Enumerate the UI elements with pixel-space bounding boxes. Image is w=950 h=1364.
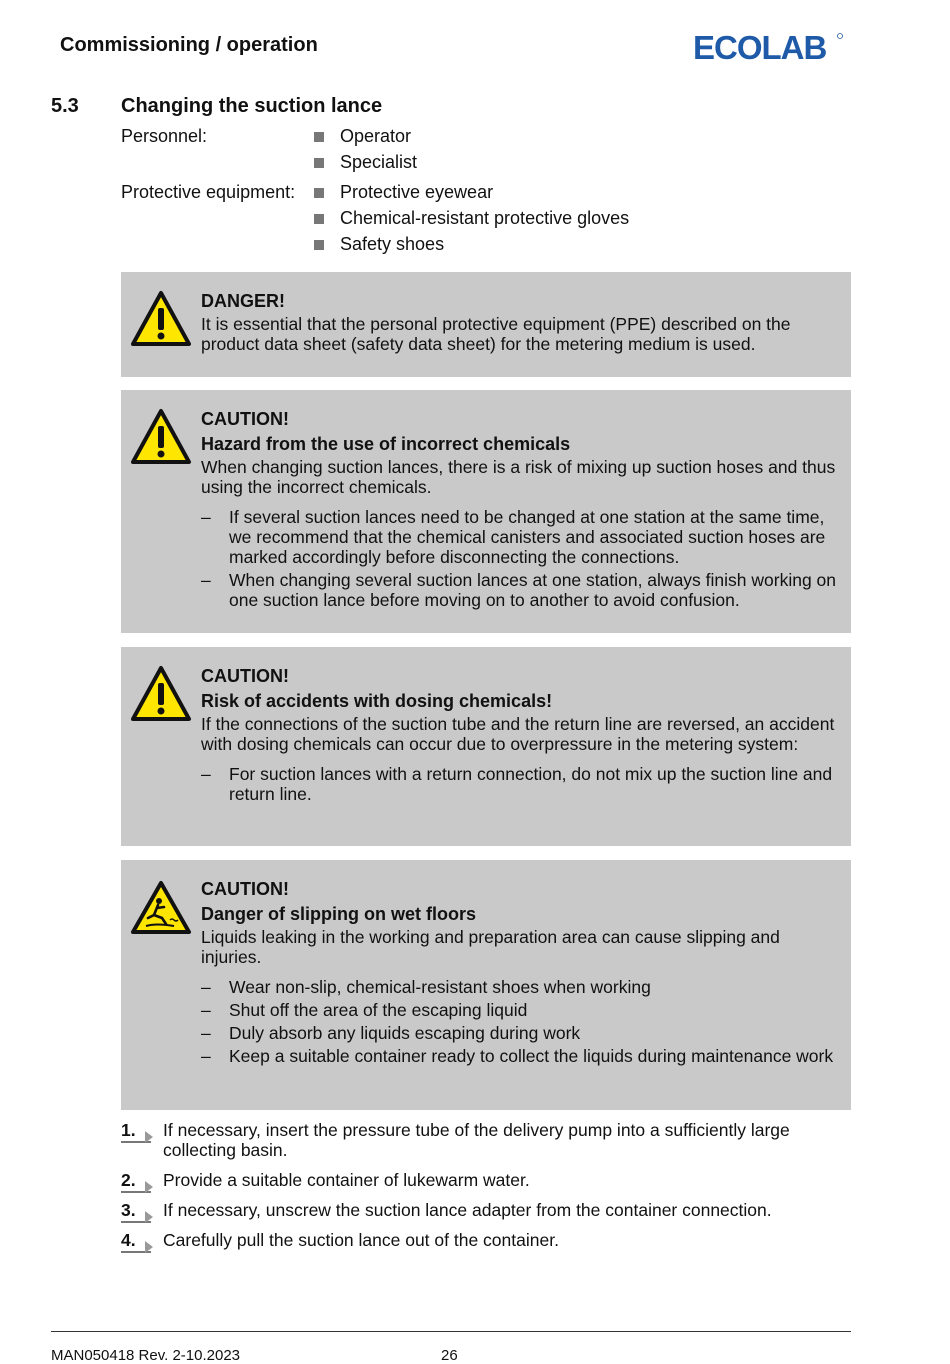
- list-item: – Wear non-slip, chemical-resistant shoes when working: [201, 977, 651, 997]
- caution-subtitle: Risk of accidents with dosing chemicals!: [201, 691, 553, 711]
- caution-subtitle: Danger of slipping on wet floors: [201, 904, 477, 924]
- section-number: 5.3: [51, 95, 79, 117]
- caution-notice-dosing-chemicals: [121, 647, 851, 846]
- list-item: – Keep a suitable container ready to collect the liquids during maintenance work: [201, 1046, 834, 1066]
- step-text: Provide a suitable container of lukewarm water.: [163, 1170, 530, 1190]
- caution-notice-slipping: [121, 860, 851, 1110]
- step-arrow-icon: [145, 1131, 153, 1143]
- caution-subtitle: Hazard from the use of incorrect chemicals: [201, 434, 571, 454]
- square-bullet-icon: [314, 132, 324, 142]
- warning-triangle-icon: [130, 290, 192, 348]
- caution-signal-word: CAUTION!: [201, 409, 289, 429]
- step-number: 3.: [121, 1200, 157, 1220]
- warning-triangle-icon: [130, 665, 192, 723]
- page-header-title: Commissioning / operation: [60, 34, 318, 56]
- footer-page-number: 26: [441, 1347, 458, 1364]
- list-item: – When changing several suction lances at one station, always finish working on one suction lance before moving on to another to avoid confusion.: [201, 570, 837, 610]
- step-item: [121, 1200, 841, 1220]
- procedure-steps: [121, 1120, 841, 1260]
- list-item: – If several suction lances need to be changed at one station at the same time, we recommend that the chemical canisters and associated suction hoses are marked accordingly before disconnecting the connections.: [201, 507, 826, 567]
- footer-divider: [51, 1331, 851, 1332]
- step-arrow-icon: [145, 1241, 153, 1253]
- step-arrow-icon: [145, 1181, 153, 1193]
- step-item: [121, 1120, 841, 1160]
- caution-signal-word: CAUTION!: [201, 666, 289, 686]
- footer-document-id: MAN050418 Rev. 2-10.2023: [51, 1347, 241, 1364]
- danger-notice: [121, 272, 851, 377]
- step-text: If necessary, unscrew the suction lance adapter from the container connection.: [163, 1200, 772, 1220]
- warning-triangle-icon: [130, 408, 192, 466]
- square-bullet-icon: [314, 158, 324, 168]
- caution-text: When changing suction lances, there is a risk of mixing up suction hoses and thus using the incorrect chemicals.: [201, 457, 836, 497]
- danger-signal-word: DANGER!: [201, 291, 285, 311]
- step-item: [121, 1230, 841, 1250]
- list-item: – For suction lances with a return connection, do not mix up the suction line and return line.: [201, 764, 833, 804]
- caution-notice-incorrect-chemicals: [121, 390, 851, 633]
- step-number: 4.: [121, 1230, 157, 1250]
- logo-text: ECOLAB: [693, 29, 827, 64]
- ecolab-logo: [693, 28, 843, 64]
- list-item: – Shut off the area of the escaping liquid: [201, 1000, 528, 1020]
- caution-text: If the connections of the suction tube and the return line are reversed, an accident with dosing chemicals can occur due to overpressure in the metering system:: [201, 714, 835, 754]
- section-title: Changing the suction lance: [121, 95, 383, 117]
- square-bullet-icon: [314, 188, 324, 198]
- step-text: If necessary, insert the pressure tube of the delivery pump into a sufficiently large collecting basin.: [163, 1120, 790, 1160]
- step-number: 2.: [121, 1170, 157, 1190]
- list-item: – Duly absorb any liquids escaping during work: [201, 1023, 581, 1043]
- personnel-label: Personnel:: [121, 126, 208, 146]
- caution-signal-word: CAUTION!: [201, 879, 289, 899]
- square-bullet-icon: [314, 240, 324, 250]
- step-number: 1.: [121, 1120, 157, 1140]
- step-item: [121, 1170, 841, 1190]
- protective-equipment-label: Protective equipment:: [121, 182, 296, 202]
- square-bullet-icon: [314, 214, 324, 224]
- caution-text: Liquids leaking in the working and preparation area can cause slipping and injuries.: [201, 927, 780, 967]
- slippery-floor-icon: [130, 880, 192, 936]
- step-text: Carefully pull the suction lance out of the container.: [163, 1230, 559, 1250]
- step-arrow-icon: [145, 1211, 153, 1223]
- danger-text: It is essential that the personal protective equipment (PPE) described on the product data sheet (safety data sheet) for the metering medium is used.: [201, 314, 791, 354]
